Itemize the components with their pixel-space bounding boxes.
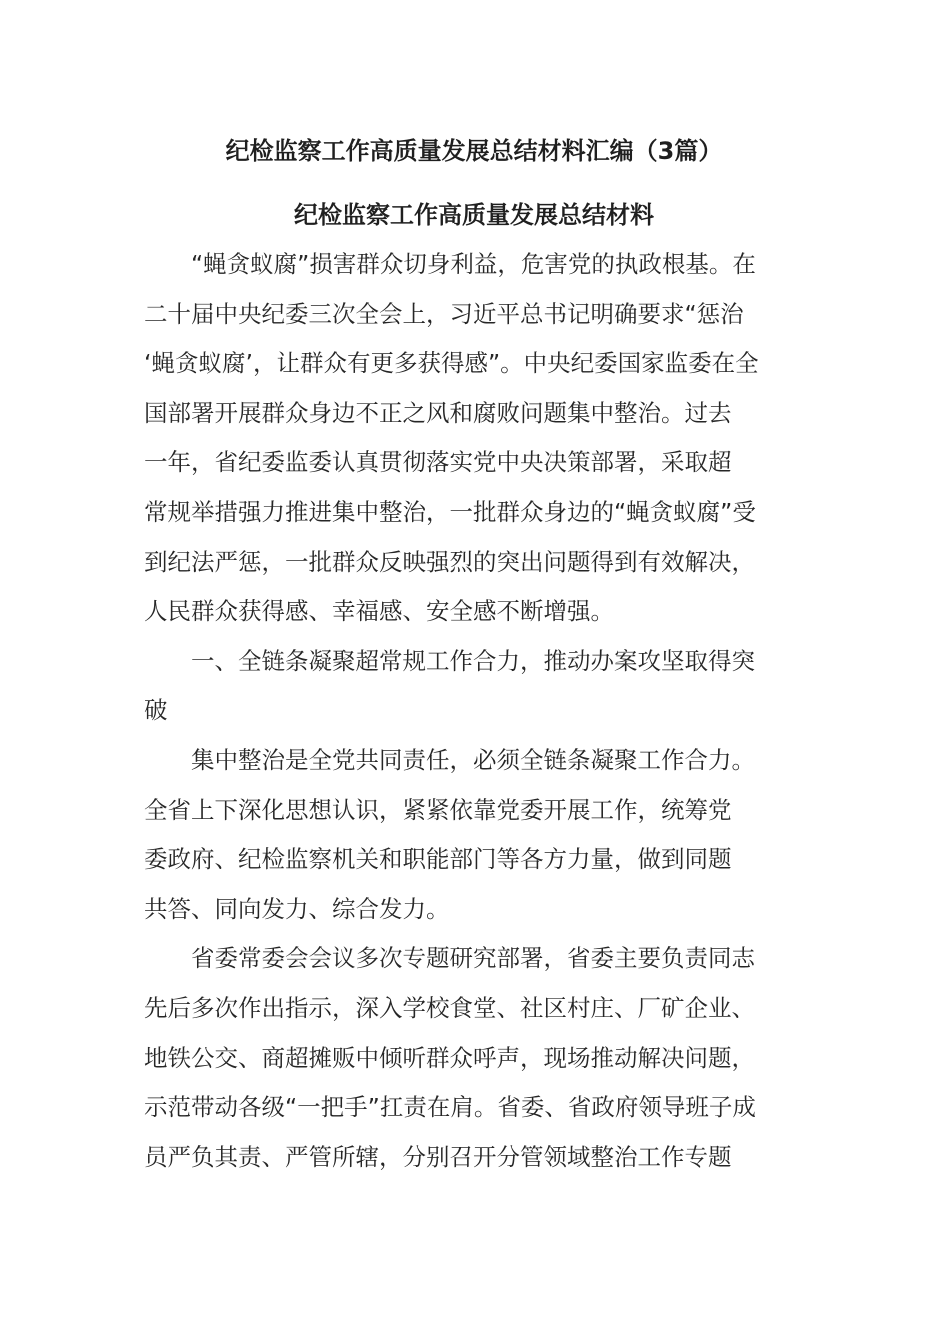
paragraph-line: 集中整治是全党共同责任，必须全链条凝聚工作合力。 — [191, 745, 755, 774]
paragraph-joint-effort — [144, 736, 804, 934]
paragraph-line: “蝇贪蚁腐”损害群众切身利益，危害党的执政根基。在 — [191, 250, 756, 278]
paragraph-line: ‘蝇贪蚁腐’，让群众有更多获得感”。中央纪委国家监委在全 — [144, 349, 759, 378]
paragraph-line: 一、全链条凝聚超常规工作合力，推动办案攻坚取得突 — [191, 646, 755, 675]
paragraph-line: 二十届中央纪委三次全会上，习近平总书记明确要求“惩治 — [144, 299, 744, 328]
paragraph-line: 破 — [144, 696, 168, 725]
paragraph-line: 全省上下深化思想认识，紧紧依靠党委开展工作，统筹党 — [144, 795, 732, 824]
paragraph-line: 常规举措强力推进集中整治，一批群众身边的“蝇贪蚁腐”受 — [144, 497, 756, 526]
document-body — [144, 240, 804, 1182]
section-heading-1 — [144, 637, 804, 736]
paragraph-line: 人民群众获得感、幸福感、安全感不断增强。 — [144, 597, 614, 626]
document-sub-title: 纪检监察工作高质量发展总结材料 — [294, 201, 654, 229]
paragraph-line: 国部署开展群众身边不正之风和腐败问题集中整治。过去 — [144, 398, 732, 427]
paragraph-line: 一年，省纪委监委认真贯彻落实党中央决策部署，采取超 — [144, 448, 732, 477]
document-content — [144, 128, 804, 1182]
paragraph-line: 地铁公交、商超摊贩中倾听群众呼声，现场推动解决问题， — [144, 1043, 755, 1072]
paragraph-provincial-committee — [144, 934, 804, 1182]
document-main-title: 纪检监察工作高质量发展总结材料汇编（3篇） — [225, 137, 723, 165]
paragraph-line: 先后多次作出指示，深入学校食堂、社区村庄、厂矿企业、 — [144, 993, 755, 1022]
paragraph-line: 委政府、纪检监察机关和职能部门等各方力量，做到同题 — [144, 845, 732, 874]
paragraph-intro — [144, 240, 804, 637]
paragraph-line: 省委常委会会议多次专题研究部署，省委主要负责同志 — [191, 944, 755, 973]
paragraph-line: 示范带动各级“一把手”扛责在肩。省委、省政府领导班子成 — [144, 1093, 756, 1122]
paragraph-line: 员严负其责、严管所辖，分别召开分管领域整治工作专题 — [144, 1142, 732, 1171]
paragraph-line: 到纪法严惩，一批群众反映强烈的突出问题得到有效解决， — [144, 547, 755, 576]
paragraph-line: 共答、同向发力、综合发力。 — [144, 894, 450, 923]
